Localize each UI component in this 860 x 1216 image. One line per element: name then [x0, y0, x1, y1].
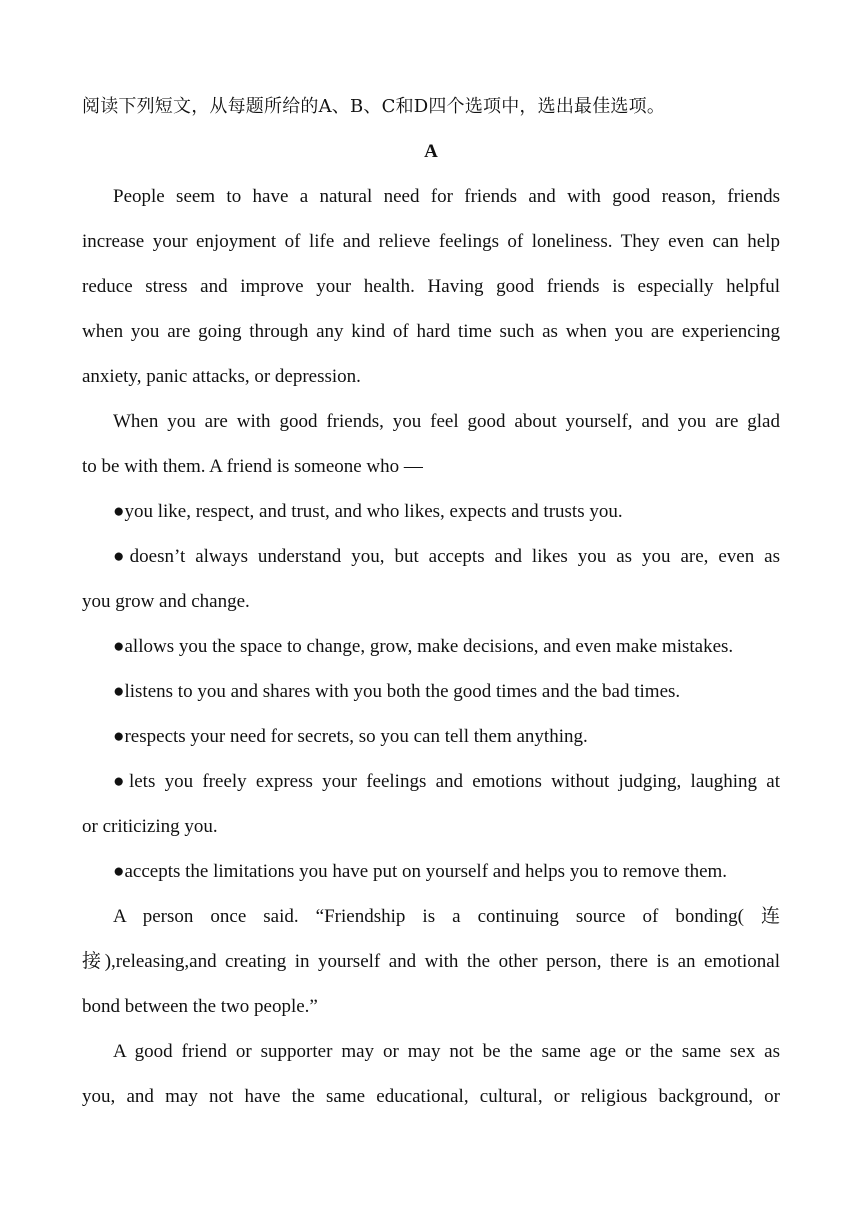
bullet-item: ●doesn’t always understand you, but accepts and likes you as you are, even as — [113, 546, 780, 567]
paragraph-line: People seem to have a natural need for friends and with good reason, friends — [113, 186, 780, 207]
quote-paragraph-line: 接),releasing,and creating in yourself and with the other person, there is an emotional — [82, 951, 780, 972]
bullet-item-continuation: you grow and change. — [82, 591, 250, 612]
paragraph-line: A good friend or supporter may or may not be the same age or the same sex as — [113, 1041, 780, 1062]
bullet-item: ●lets you freely express your feelings and emotions without judging, laughing at — [113, 771, 780, 792]
paragraph-line: you, and may not have the same educational, cultural, or religious background, or — [82, 1086, 780, 1107]
paragraph-line: When you are with good friends, you feel good about yourself, and you are glad — [113, 411, 780, 432]
paragraph-line: to be with them. A friend is someone who — — [82, 456, 423, 477]
paragraph-line: anxiety, panic attacks, or depression. — [82, 366, 361, 387]
paragraph-line: reduce stress and improve your health. Having good friends is especially helpful — [82, 276, 780, 297]
bullet-item-continuation: or criticizing you. — [82, 816, 218, 837]
paragraph-line: increase your enjoyment of life and relieve feelings of loneliness. They even can help — [82, 231, 780, 252]
section-heading: A — [424, 141, 438, 162]
paragraph-line: when you are going through any kind of hard time such as when you are experiencing — [82, 321, 780, 342]
bullet-item: ●allows you the space to change, grow, make decisions, and even make mistakes. — [113, 636, 734, 657]
instruction-text: 阅读下列短文，从每题所给的A、B、C和D四个选项中，选出最佳选项。 — [82, 96, 666, 117]
document-page — [82, 84, 780, 1119]
quote-paragraph-line: bond between the two people.” — [82, 996, 318, 1017]
bullet-item: ●accepts the limitations you have put on yourself and helps you to remove them. — [113, 861, 728, 882]
quote-paragraph-line: A person once said. “Friendship is a continuing source of bonding( 连 — [113, 906, 780, 927]
bullet-item: ●respects your need for secrets, so you can tell them anything. — [113, 726, 588, 747]
bullet-item: ●you like, respect, and trust, and who likes, expects and trusts you. — [113, 501, 623, 522]
bullet-item: ●listens to you and shares with you both the good times and the bad times. — [113, 681, 681, 702]
